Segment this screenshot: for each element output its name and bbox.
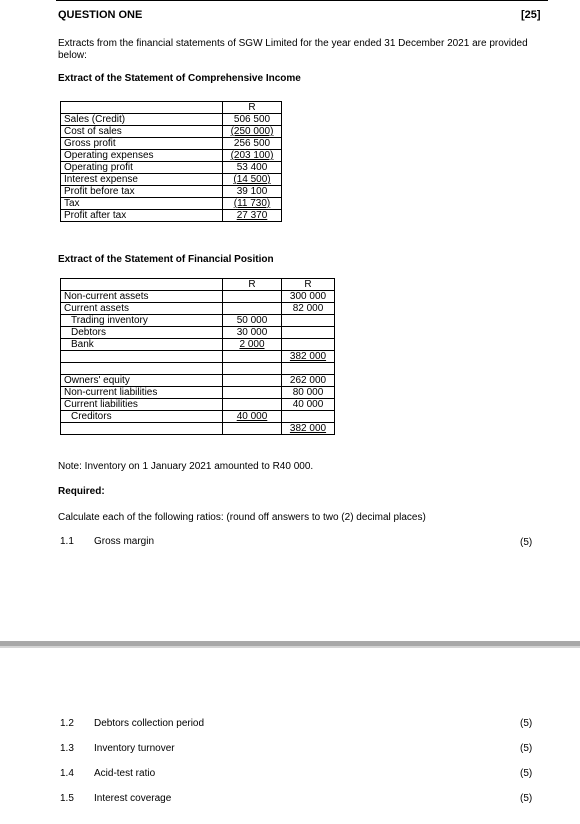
sofp-row-value-2 bbox=[282, 315, 335, 327]
sofp-row bbox=[61, 351, 335, 363]
sofp-row-label bbox=[61, 423, 223, 435]
sofp-row-value-2 bbox=[282, 303, 335, 315]
item-label: Acid-test ratio bbox=[94, 768, 156, 779]
item-marks: (5) bbox=[520, 537, 533, 548]
sofp-value-2-text: 80 000 bbox=[292, 387, 324, 398]
sofp-row-value-2 bbox=[282, 363, 335, 375]
sofp-row-label: Non-current liabilities bbox=[61, 387, 223, 399]
sofp-row bbox=[61, 387, 335, 399]
soci-row-label: Gross profit bbox=[61, 138, 223, 150]
sofp-row-value-1 bbox=[223, 315, 282, 327]
item-label: Gross margin bbox=[94, 536, 155, 547]
question-total-marks: [25] bbox=[521, 9, 541, 21]
soci-row bbox=[61, 210, 282, 222]
item-number: 1.3 bbox=[60, 743, 74, 754]
soci-row-label: Tax bbox=[61, 198, 223, 210]
sofp-row bbox=[61, 303, 335, 315]
sofp-value-1-text: 40 000 bbox=[236, 411, 268, 422]
sofp-row-value-1 bbox=[223, 423, 282, 435]
sofp-value-1-text: 50 000 bbox=[236, 315, 268, 326]
item-label: Interest coverage bbox=[94, 793, 172, 804]
sofp-value-2-text: 382 000 bbox=[289, 351, 327, 362]
sofp-row-value-2 bbox=[282, 327, 335, 339]
soci-row-value bbox=[223, 174, 282, 186]
sofp-row-value-1 bbox=[223, 375, 282, 387]
soci-header-row bbox=[61, 102, 282, 114]
soci-row bbox=[61, 114, 282, 126]
soci-value-text: (250 000) bbox=[230, 126, 274, 137]
sofp-row-value-2 bbox=[282, 375, 335, 387]
soci-row-label: Operating expenses bbox=[61, 150, 223, 162]
sofp-row-label: Non-current assets bbox=[61, 291, 223, 303]
sofp-header-row bbox=[61, 279, 335, 291]
soci-value-text: 27 370 bbox=[236, 210, 268, 221]
item-marks: (5) bbox=[520, 768, 533, 779]
soci-value-text: 506 500 bbox=[233, 114, 271, 125]
soci-row bbox=[61, 162, 282, 174]
soci-row bbox=[61, 150, 282, 162]
soci-label-header bbox=[61, 102, 223, 114]
sofp-row bbox=[61, 327, 335, 339]
sofp-row-value-2 bbox=[282, 291, 335, 303]
sofp-row-label: Bank bbox=[61, 339, 223, 351]
sofp-row-value-2 bbox=[282, 387, 335, 399]
sofp-row-value-1 bbox=[223, 363, 282, 375]
soci-row-value bbox=[223, 138, 282, 150]
sofp-row-value-2 bbox=[282, 399, 335, 411]
soci-currency-header: R bbox=[223, 102, 282, 114]
sofp-row bbox=[61, 363, 335, 375]
sofp-value-2-text: 300 000 bbox=[289, 291, 327, 302]
soci-row-value bbox=[223, 198, 282, 210]
sofp-row bbox=[61, 375, 335, 387]
sofp-row-value-1 bbox=[223, 327, 282, 339]
soci-row-value bbox=[223, 186, 282, 198]
sofp-row-value-1 bbox=[223, 303, 282, 315]
sofp-heading: Extract of the Statement of Financial Position bbox=[58, 254, 274, 265]
sofp-row bbox=[61, 315, 335, 327]
sofp-row-label: Creditors bbox=[61, 411, 223, 423]
sofp-row-label bbox=[61, 363, 223, 375]
sofp-row bbox=[61, 339, 335, 351]
soci-row-value bbox=[223, 210, 282, 222]
soci-value-text: 256 500 bbox=[233, 138, 271, 149]
soci-row-label: Operating profit bbox=[61, 162, 223, 174]
required-label: Required: bbox=[58, 486, 105, 497]
soci-row bbox=[61, 126, 282, 138]
instruction-text: Calculate each of the following ratios: (round off answers to two (2) decimal places) bbox=[58, 512, 426, 523]
inventory-note: Note: Inventory on 1 January 2021 amounted to R40 000. bbox=[58, 461, 314, 472]
intro-paragraph: Extracts from the financial statements of SGW Limited for the year ended 31 December 2021 are provided below: bbox=[58, 38, 528, 61]
soci-value-text: (11 730) bbox=[233, 198, 271, 209]
item-number: 1.2 bbox=[60, 718, 74, 729]
sofp-row-value-1 bbox=[223, 351, 282, 363]
soci-value-text: (203 100) bbox=[230, 150, 274, 161]
sofp-row-value-2 bbox=[282, 351, 335, 363]
item-label: Inventory turnover bbox=[94, 743, 175, 754]
soci-row bbox=[61, 138, 282, 150]
soci-value-text: 53 400 bbox=[236, 162, 268, 173]
soci-row-value bbox=[223, 162, 282, 174]
sofp-row-value-1 bbox=[223, 387, 282, 399]
sofp-row-value-2 bbox=[282, 423, 335, 435]
item-number: 1.1 bbox=[60, 536, 74, 547]
sofp-row bbox=[61, 291, 335, 303]
soci-row-label: Sales (Credit) bbox=[61, 114, 223, 126]
soci-row-label: Profit after tax bbox=[61, 210, 223, 222]
sofp-col1-header: R bbox=[223, 279, 282, 291]
soci-row-label: Interest expense bbox=[61, 174, 223, 186]
item-number: 1.4 bbox=[60, 768, 74, 779]
item-marks: (5) bbox=[520, 718, 533, 729]
sofp-value-2-text: 40 000 bbox=[292, 399, 324, 410]
sofp-value-2-text: 262 000 bbox=[289, 375, 327, 386]
sofp-value-2-text: 82 000 bbox=[292, 303, 324, 314]
item-label: Debtors collection period bbox=[94, 718, 205, 729]
item-marks: (5) bbox=[520, 743, 533, 754]
sofp-row-label: Debtors bbox=[61, 327, 223, 339]
sofp-row bbox=[61, 399, 335, 411]
soci-row-label: Profit before tax bbox=[61, 186, 223, 198]
sofp-value-2-text: 382 000 bbox=[289, 423, 327, 434]
sofp-row-value-1 bbox=[223, 339, 282, 351]
soci-row bbox=[61, 186, 282, 198]
soci-row-value bbox=[223, 114, 282, 126]
sofp-table bbox=[60, 278, 335, 435]
soci-row-label: Cost of sales bbox=[61, 126, 223, 138]
sofp-row-value-2 bbox=[282, 339, 335, 351]
soci-value-text: 39 100 bbox=[236, 186, 268, 197]
item-marks: (5) bbox=[520, 793, 533, 804]
soci-heading: Extract of the Statement of Comprehensive Income bbox=[58, 73, 301, 84]
top-rule bbox=[56, 0, 548, 1]
sofp-label-header bbox=[61, 279, 223, 291]
soci-value-text: (14 500) bbox=[233, 174, 271, 185]
sofp-row-value-1 bbox=[223, 291, 282, 303]
soci-row bbox=[61, 174, 282, 186]
question-title: QUESTION ONE bbox=[58, 9, 143, 21]
sofp-col2-header: R bbox=[282, 279, 335, 291]
sofp-row-label bbox=[61, 351, 223, 363]
sofp-value-1-text: 2 000 bbox=[239, 339, 265, 350]
sofp-row-value-1 bbox=[223, 399, 282, 411]
soci-row-value bbox=[223, 150, 282, 162]
sofp-row-value-1 bbox=[223, 411, 282, 423]
sofp-row bbox=[61, 423, 335, 435]
soci-row bbox=[61, 198, 282, 210]
sofp-row-value-2 bbox=[282, 411, 335, 423]
sofp-row-label: Trading inventory bbox=[61, 315, 223, 327]
sofp-row-label: Owners' equity bbox=[61, 375, 223, 387]
sofp-row-label: Current assets bbox=[61, 303, 223, 315]
soci-row-value bbox=[223, 126, 282, 138]
page-divider-shadow bbox=[0, 646, 580, 648]
sofp-row bbox=[61, 411, 335, 423]
soci-table bbox=[60, 101, 282, 222]
item-number: 1.5 bbox=[60, 793, 74, 804]
sofp-value-1-text: 30 000 bbox=[236, 327, 268, 338]
sofp-row-label: Current liabilities bbox=[61, 399, 223, 411]
